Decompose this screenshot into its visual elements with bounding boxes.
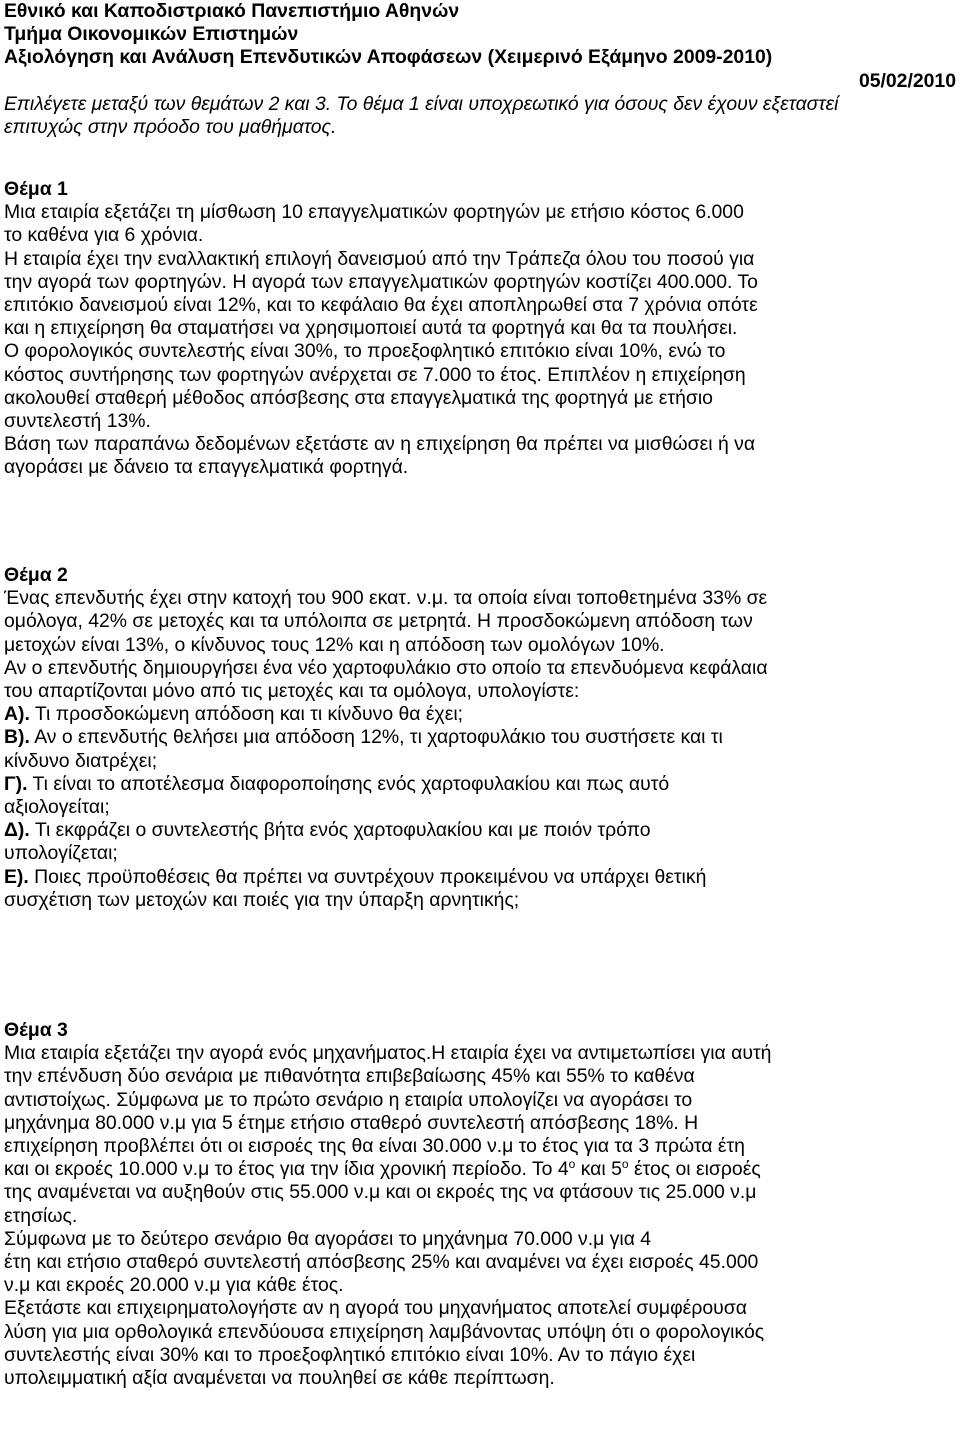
- header: [4, 0, 956, 93]
- superscript: ο: [568, 1157, 576, 1172]
- instructions-line: Επιλέγετε μεταξύ των θεμάτων 2 και 3. Το θέμα 1 είναι υποχρεωτικό για όσους δεν έχουν εξεταστεί: [4, 93, 839, 115]
- theme-1-line: Μια εταιρία εξετάζει τη μίσθωση 10 επαγγελματικών φορτηγών με ετήσιο κόστος 6.000: [4, 201, 744, 224]
- question-text: Τι προσδοκώμενη απόδοση και τι κίνδυνο θα έχει;: [34, 703, 464, 726]
- course-title: Αξιολόγηση και Ανάλυση Επενδυτικών Αποφάσεων (Χειμερινό Εξάμηνο 2009-2010): [4, 46, 773, 69]
- theme-3-line: της αναμένεται να αυξηθούν στις 55.000 ν.μ και οι εκροές της να φτάσουν τις 25.000 ν.μ: [4, 1181, 757, 1204]
- question-b: [4, 726, 956, 749]
- theme-2-line: ομόλογα, 42% σε μετοχές και τα υπόλοιπα σε μετρητά. Η προσδοκώμενη απόδοση των: [4, 610, 753, 633]
- theme-3-line: συντελεστής είναι 30% και το προεξοφλητικό επιτόκιο είναι 10%. Αν το πάγιο έχει: [4, 1343, 696, 1366]
- question-text: Τι είναι το αποτέλεσμα διαφοροποίησης ενός χαρτοφυλακίου και πως αυτό: [32, 772, 670, 795]
- theme-3-line: λύση για μια ορθολογικά επενδύουσα επιχείρηση λαμβάνοντας υπόψη ότι ο φορολογικός: [4, 1320, 765, 1343]
- theme-3-line: Σύμφωνα με το δεύτερο σενάριο θα αγοράσει το μηχάνημα 70.000 ν.μ για 4: [4, 1227, 652, 1250]
- theme-1-line: ακολουθεί σταθερή μέθοδος απόσβεσης στα επαγγελματικά της φορτηγά με ετήσιο: [4, 386, 713, 409]
- question-text: υπολογίζεται;: [4, 842, 118, 865]
- question-label: Β).: [4, 726, 30, 749]
- theme-1-line: συντελεστή 13%.: [4, 410, 151, 433]
- theme-1-title: Θέμα 1: [4, 178, 68, 200]
- theme-2-line: του απαρτίζονται μόνο από τις μετοχές και τα ομόλογα, υπολογίστε:: [4, 680, 580, 703]
- question-label: Δ).: [4, 819, 30, 842]
- theme-1-line: επιτόκιο δανεισμού είναι 12%, και το κεφάλαιο θα έχει αποπληρωθεί στα 7 χρόνια οπότε: [4, 294, 758, 317]
- theme-3-line: επιχείρηση προβλέπει ότι οι εισροές της θα είναι 30.000 ν.μ το έτος για τα 3 πρώτα έτη: [4, 1135, 745, 1158]
- question-text: Τι εκφράζει ο συντελεστής βήτα ενός χαρτοφυλακίου και με ποιόν τρόπο: [34, 819, 651, 842]
- theme-1-line: το καθένα για 6 χρόνια.: [4, 224, 204, 247]
- theme-3-line: μηχάνημα 80.000 ν.μ για 5 έτημε ετήσιο σταθερό συντελεστή απόσβεσης 18%. Η: [4, 1111, 699, 1134]
- theme-3-line: Εξετάστε και επιχειρηματολογήστε αν η αγορά του μηχανήματος αποτελεί συμφέρουσα: [4, 1297, 747, 1320]
- theme-1-line: και η επιχείρηση θα σταματήσει να χρησιμοποιεί αυτά τα φορτηγά και θα τα πουλήσει.: [4, 317, 738, 340]
- theme-3-title: Θέμα 3: [4, 1019, 68, 1041]
- question-text: αξιολογείται;: [4, 796, 110, 819]
- question-text: κίνδυνο διατρέχει;: [4, 749, 158, 772]
- theme-3-line: και οι εκροές 10.000 ν.μ το έτος για την ίδια χρονική περίοδο. Το $4^o$ και $5^o$ έτος οι εισροές: [4, 1157, 761, 1181]
- university-name: Εθνικό και Καποδιστριακό Πανεπιστήμιο Αθηνών: [4, 0, 460, 22]
- theme-1-line: αγοράσει με δάνειο τα επαγγελματικά φορτηγά.: [4, 456, 409, 479]
- theme-3-line: υπολειμματική αξία αναμένεται να πουληθεί σε κάθε περίπτωση.: [4, 1367, 555, 1390]
- question-text: Αν ο επενδυτής θελήσει μια απόδοση 12%, τι χαρτοφυλάκιο του συστήσετε και τι: [34, 726, 723, 749]
- theme-1-line: Ο φορολογικός συντελεστής είναι 30%, το προεξοφλητικό επιτόκιο είναι 10%, ενώ το: [4, 340, 726, 363]
- question-a: [4, 703, 956, 726]
- exam-date: 05/02/2010: [858, 69, 956, 92]
- question-label: Α).: [4, 703, 30, 726]
- theme-1-line: Βάση των παραπάνω δεδομένων εξετάστε αν η επιχείρηση θα πρέπει να μισθώσει ή να: [4, 433, 756, 456]
- instructions-line: επιτυχώς στην πρόοδο του μαθήματος.: [4, 116, 337, 139]
- theme-2-title: Θέμα 2: [4, 564, 68, 586]
- question-text: Ποιες προϋποθέσεις θα πρέπει να συντρέχουν προκειμένου να υπάρχει θετική: [34, 865, 707, 888]
- theme-2-line: μετοχών είναι 13%, ο κίνδυνος τους 12% και η απόδοση των ομολόγων 10%.: [4, 633, 665, 656]
- question-label: Ε).: [4, 865, 29, 888]
- theme-3: [4, 1019, 956, 1390]
- question-e: [4, 866, 956, 889]
- theme-1: [4, 178, 956, 480]
- question-label: Γ).: [4, 772, 28, 795]
- theme-2-line: Ένας επενδυτής έχει στην κατοχή του 900 εκατ. ν.μ. τα οποία είναι τοποθετημένα 33% σε: [4, 587, 768, 610]
- theme-2-line: Αν ο επενδυτής δημιουργήσει ένα νέο χαρτοφυλάκιο στο οποίο τα επενδυόμενα κεφάλαια: [4, 656, 768, 679]
- question-c: [4, 773, 956, 796]
- theme-1-line: κόστος συντήρησης των φορτηγών ανέρχεται σε 7.000 το έτος. Επιπλέον η επιχείρηση: [4, 363, 746, 386]
- question-d: [4, 819, 956, 842]
- theme-3-line: ν.μ και εκροές 20.000 ν.μ για κάθε έτος.: [4, 1274, 344, 1297]
- theme-3-line: ετησίως.: [4, 1204, 78, 1227]
- question-text: συσχέτιση των μετοχών και ποιές για την ύπαρξη αρνητικής;: [4, 888, 520, 911]
- theme-1-line: την αγορά των φορτηγών. Η αγορά των επαγγελματικών φορτηγών κοστίζει 400.000. Το: [4, 270, 758, 293]
- theme-3-line: αντιστοίχως. Σύμφωνα με το πρώτο σενάριο η εταιρία υπολογίζει να αγοράσει το: [4, 1088, 693, 1111]
- theme-3-line: Μια εταιρία εξετάζει την αγορά ενός μηχανήματος.Η εταιρία έχει να αντιμετωπίσει για αυτή: [4, 1042, 772, 1065]
- instructions: [4, 93, 956, 139]
- theme-2: [4, 564, 956, 912]
- theme-3-line: την επένδυση δύο σενάρια με πιθανότητα επιβεβαίωσης 45% και 55% το καθένα: [4, 1065, 695, 1088]
- theme-3-line: έτη και ετήσιο σταθερό συντελεστή απόσβεσης 25% και αναμένει να έχει εισροές 45.000: [4, 1251, 759, 1274]
- theme-1-line: Η εταιρία έχει την εναλλακτική επιλογή δανεισμού από την Τράπεζα όλου του ποσού για: [4, 247, 755, 270]
- superscript: ο: [621, 1157, 629, 1172]
- department-name: Τμήμα Οικονομικών Επιστημών: [4, 23, 299, 46]
